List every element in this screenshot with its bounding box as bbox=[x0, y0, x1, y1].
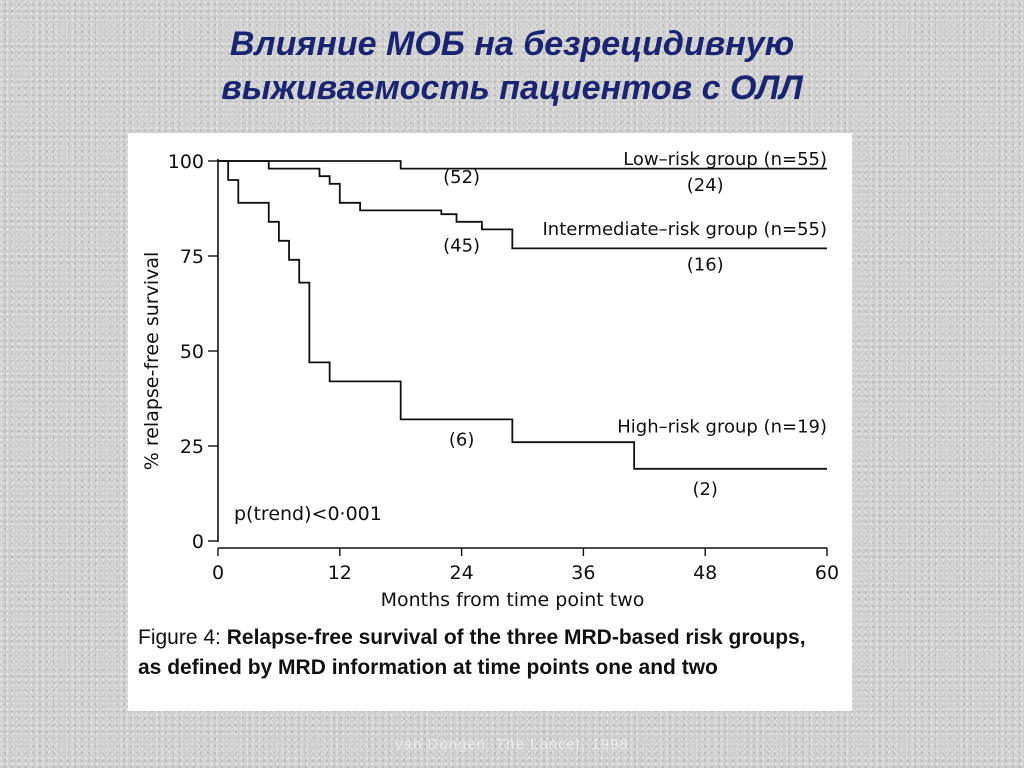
y-tick-label: 0 bbox=[191, 531, 204, 553]
series-label-3: High–risk group (n=19) bbox=[617, 416, 827, 438]
series-label-1: Low–risk group (n=55) bbox=[623, 149, 827, 170]
x-tick-label: 0 bbox=[211, 562, 225, 584]
slide-title-line2: выживаемость пациентов с ОЛЛ bbox=[221, 69, 803, 107]
series-label-2: Intermediate–risk group (n=55) bbox=[542, 219, 827, 240]
citation-watermark: van Dongen. The Lancet, 1998 bbox=[395, 736, 629, 753]
slide-title bbox=[0, 22, 1024, 110]
at-risk-label-1-1: (52) bbox=[443, 167, 481, 189]
x-tick-label: 36 bbox=[571, 562, 596, 584]
y-tick-label: 75 bbox=[179, 246, 204, 268]
x-tick-label: 60 bbox=[814, 562, 840, 584]
at-risk-label-1-2: (24) bbox=[686, 174, 724, 196]
at-risk-label-3-2: (2) bbox=[692, 478, 718, 500]
x-tick-label: 12 bbox=[327, 562, 352, 584]
x-axis-label: Months from time point two bbox=[380, 589, 645, 611]
at-risk-label-2-2: (16) bbox=[686, 254, 724, 276]
x-tick-label: 24 bbox=[449, 562, 474, 584]
caption-text: Relapse-free survival of the three MRD-based risk groups, as defined by MRD information at time points one and two bbox=[138, 626, 806, 679]
at-risk-label-3-1: (6) bbox=[448, 429, 475, 451]
figure-card bbox=[128, 133, 852, 711]
at-risk-label-2-1: (45) bbox=[443, 235, 481, 257]
p-trend-annotation: p(trend)<0·001 bbox=[234, 503, 382, 525]
y-tick-label: 25 bbox=[179, 436, 204, 458]
x-tick-label: 48 bbox=[693, 562, 718, 584]
y-tick-label: 100 bbox=[167, 151, 204, 173]
caption-label: Figure 4: bbox=[138, 626, 227, 649]
figure-caption bbox=[138, 623, 828, 683]
y-axis-label: % relapse-free survival bbox=[141, 251, 163, 471]
survival-chart bbox=[128, 133, 852, 623]
slide-title-line1: Влияние МОБ на безрецидивную bbox=[229, 25, 795, 63]
y-tick-label: 50 bbox=[179, 341, 204, 363]
